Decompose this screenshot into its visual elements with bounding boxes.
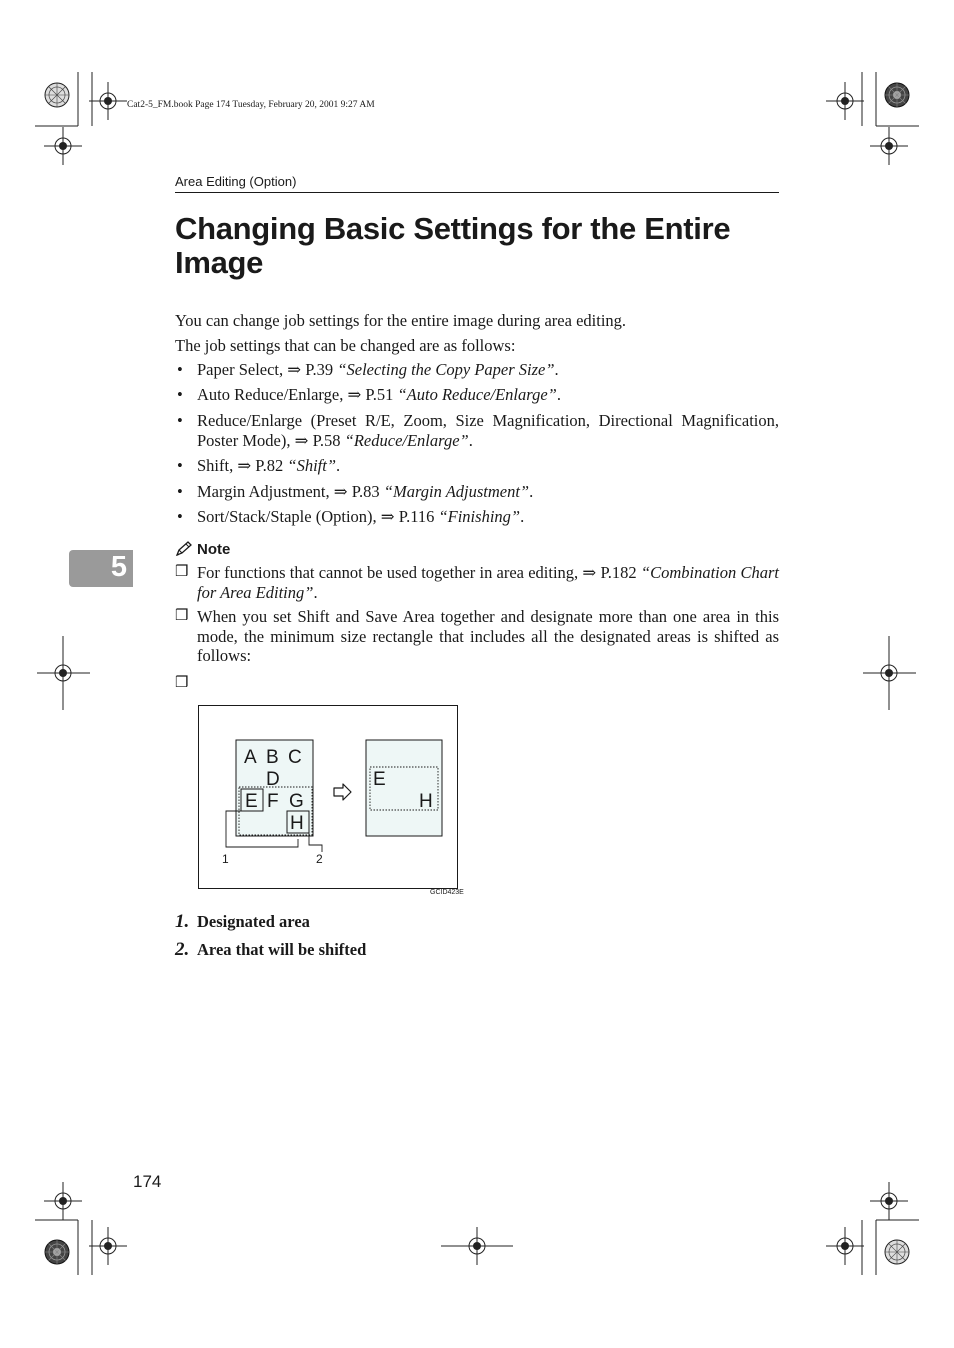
- note-label: Note: [197, 540, 231, 558]
- result-letter-e: E: [373, 769, 386, 790]
- cross-reference-link[interactable]: “Selecting the Copy Paper Size”: [337, 360, 555, 379]
- cross-reference-link[interactable]: “Reduce/Enlarge”: [344, 430, 469, 450]
- letter-g: G: [289, 791, 304, 812]
- letter-c: C: [288, 747, 302, 768]
- note-heading: [175, 539, 230, 559]
- cross-reference-link[interactable]: “Finishing”: [438, 506, 521, 526]
- callout-2: 2: [316, 852, 323, 866]
- legend-item: 1. Designated area: [175, 911, 310, 932]
- pencil-icon: [175, 541, 193, 557]
- shift-area-illustration: [198, 705, 458, 889]
- checkbox-bullet-icon: ❒: [175, 675, 189, 691]
- chapter-tab: 5: [69, 550, 133, 587]
- list-item: • Sort/Stack/Staple (Option), ⇒ P.116 “Finishing”.: [175, 507, 779, 527]
- list-item: • Auto Reduce/Enlarge, ⇒ P.51 “Auto Reduce/Enlarge”.: [175, 385, 779, 405]
- letter-a: A: [244, 747, 257, 768]
- header-rule: [175, 192, 779, 193]
- book-info-slug: Cat2-5_FM.book Page 174 Tuesday, February 20, 2001 9:27 AM: [127, 100, 375, 110]
- note-item: ❒ When you set Shift and Save Area together and designate more than one area in this mode, the minimum size rectangle that includes all the designated areas is shifted as follows:: [175, 607, 779, 665]
- result-letter-h: H: [419, 791, 433, 812]
- cross-reference-link[interactable]: “Auto Reduce/Enlarge”: [397, 385, 557, 405]
- running-header: Area Editing (Option): [175, 174, 297, 189]
- letter-h: H: [290, 813, 304, 834]
- callout-1: 1: [222, 852, 229, 866]
- letter-f: F: [267, 791, 279, 812]
- list-item: • Paper Select, ⇒ P.39 “Selecting the Copy Paper Size”.: [175, 360, 779, 380]
- list-item: • Shift, ⇒ P.82 “Shift”.: [175, 456, 779, 476]
- settings-list: [175, 360, 779, 532]
- page-number: 174: [133, 1172, 162, 1191]
- list-item: • Margin Adjustment, ⇒ P.83 “Margin Adjustment”.: [175, 482, 779, 502]
- cross-reference-link[interactable]: “Margin Adjustment”: [383, 481, 530, 501]
- list-item: • Reduce/Enlarge (Preset R/E, Zoom, Size Magnification, Directional Magnification, Poster Mode), ⇒ P.58 “Reduce/Enlarge”.: [175, 411, 779, 451]
- legend-item: 2. Area that will be shifted: [175, 939, 367, 960]
- figure-code: GCID423E: [430, 889, 464, 896]
- intro-paragraph-2: The job settings that can be changed are as follows:: [175, 336, 516, 355]
- letter-e: E: [245, 791, 258, 812]
- note-item: ❒ For functions that cannot be used together in area editing, ⇒ P.182 “Combination Chart for Area Editing”.: [175, 563, 779, 602]
- checkbox-bullet-icon: ❒: [175, 608, 189, 624]
- note-list: [175, 563, 779, 671]
- checkbox-bullet-icon: ❒: [175, 564, 189, 580]
- intro-paragraph-1: You can change job settings for the entire image during area editing.: [175, 311, 627, 330]
- cross-reference-link[interactable]: “Shift”: [287, 456, 336, 476]
- letter-b: B: [266, 747, 279, 768]
- cross-reference-link[interactable]: “Combination Chart for Area Editing”: [197, 563, 779, 602]
- letter-d: D: [266, 769, 280, 790]
- page-title: Changing Basic Settings for the Entire Image: [175, 211, 731, 280]
